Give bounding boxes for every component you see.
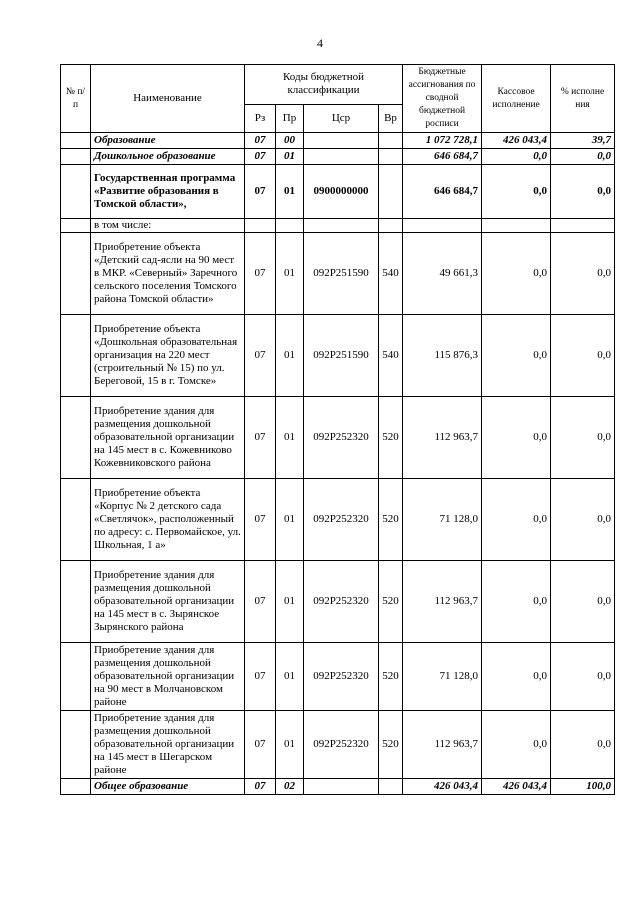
- row-csr: 0900000000: [304, 165, 379, 219]
- row-pct: 0,0: [551, 561, 615, 643]
- row-pr: 01: [276, 149, 304, 165]
- row-name: Государственная программа «Развитие образования в Томской области»,: [91, 165, 245, 219]
- row-pr: 01: [276, 233, 304, 315]
- row-pr: 01: [276, 479, 304, 561]
- row-rz: 07: [245, 149, 276, 165]
- row-vr: 520: [379, 561, 403, 643]
- row-pct: 0,0: [551, 397, 615, 479]
- row-name: Образование: [91, 133, 245, 149]
- header-rz: Рз: [245, 104, 276, 132]
- row-vr: 520: [379, 711, 403, 779]
- row-pct: 0,0: [551, 643, 615, 711]
- table-row: [61, 561, 615, 643]
- header-codes: Коды бюджетной классификации: [245, 65, 403, 105]
- row-rz: 07: [245, 711, 276, 779]
- budget-table: [60, 64, 615, 795]
- table-row: [61, 219, 615, 233]
- row-pct: 39,7: [551, 133, 615, 149]
- row-cash: 0,0: [482, 479, 551, 561]
- table-row: [61, 779, 615, 795]
- row-pct: 100,0: [551, 779, 615, 795]
- header-cash: Кассовое исполнение: [482, 65, 551, 133]
- row-name: в том числе:: [91, 219, 245, 233]
- row-name: Приобретение здания для размещения дошкольной образовательной организации на 90 мест в Молчановском районе: [91, 643, 245, 711]
- row-rz: 07: [245, 643, 276, 711]
- row-csr: [304, 779, 379, 795]
- row-cash: 0,0: [482, 233, 551, 315]
- row-assign: 71 128,0: [403, 643, 482, 711]
- row-name: Приобретение объекта «Детский сад-ясли на 90 мест в МКР. «Северный» Заречного сельского поселения Томского района Томской области»: [91, 233, 245, 315]
- row-assign: 112 963,7: [403, 711, 482, 779]
- row-pr: 01: [276, 711, 304, 779]
- row-vr: [379, 149, 403, 165]
- row-csr: 092P252320: [304, 561, 379, 643]
- row-rz: 07: [245, 165, 276, 219]
- row-name: Приобретение объекта «Корпус № 2 детского сада «Светлячок», расположенный по адресу: с. Первомайское, ул. Школьная, 1 а»: [91, 479, 245, 561]
- table-row: [61, 233, 615, 315]
- table-row: [61, 397, 615, 479]
- table-row: [61, 711, 615, 779]
- row-csr: 092P252320: [304, 711, 379, 779]
- row-assign: 49 661,3: [403, 233, 482, 315]
- row-pr: 01: [276, 561, 304, 643]
- row-pr: 00: [276, 133, 304, 149]
- row-vr: 540: [379, 233, 403, 315]
- header-assign: Бюджетные ассигнования по сводной бюджетной росписи: [403, 65, 482, 133]
- header-pct: % исполне ния: [551, 65, 615, 133]
- row-rz: 07: [245, 561, 276, 643]
- row-csr: 092P252320: [304, 643, 379, 711]
- table-row: [61, 479, 615, 561]
- table-row: [61, 149, 615, 165]
- header-num: № п/п: [61, 65, 91, 133]
- header-csr: Цср: [304, 104, 379, 132]
- row-cash: 0,0: [482, 315, 551, 397]
- row-cash: 0,0: [482, 165, 551, 219]
- table-row: [61, 643, 615, 711]
- row-assign: 112 963,7: [403, 561, 482, 643]
- row-name: Приобретение объекта «Дошкольная образовательная организация на 220 мест (строительный № 15) по ул. Береговой, 15 в г. Томске»: [91, 315, 245, 397]
- row-csr: [304, 133, 379, 149]
- row-rz: 07: [245, 397, 276, 479]
- row-pct: 0,0: [551, 315, 615, 397]
- row-cash: 0,0: [482, 561, 551, 643]
- header-name: Наименование: [91, 65, 245, 133]
- row-vr: 520: [379, 397, 403, 479]
- row-vr: 540: [379, 315, 403, 397]
- row-assign: 115 876,3: [403, 315, 482, 397]
- row-rz: 07: [245, 233, 276, 315]
- row-vr: 520: [379, 643, 403, 711]
- row-vr: [379, 779, 403, 795]
- row-csr: 092P252320: [304, 397, 379, 479]
- row-csr: 092P251590: [304, 233, 379, 315]
- row-vr: [379, 133, 403, 149]
- page-number: 4: [317, 36, 323, 50]
- row-cash: 0,0: [482, 711, 551, 779]
- row-csr: 092P252320: [304, 479, 379, 561]
- row-assign: 1 072 728,1: [403, 133, 482, 149]
- row-cash: 426 043,4: [482, 133, 551, 149]
- row-rz: 07: [245, 133, 276, 149]
- row-assign: 646 684,7: [403, 165, 482, 219]
- row-cash: 0,0: [482, 397, 551, 479]
- table-row: [61, 315, 615, 397]
- row-csr: 092P251590: [304, 315, 379, 397]
- header-pr: Пр: [276, 104, 304, 132]
- row-pct: 0,0: [551, 711, 615, 779]
- row-name: Приобретение здания для размещения дошкольной образовательной организации на 145 мест в Шегарском районе: [91, 711, 245, 779]
- row-vr: [379, 165, 403, 219]
- row-cash: 426 043,4: [482, 779, 551, 795]
- header-vr: Вр: [379, 104, 403, 132]
- row-cash: 0,0: [482, 149, 551, 165]
- row-cash: 0,0: [482, 643, 551, 711]
- row-pr: 02: [276, 779, 304, 795]
- row-name: Приобретение здания для размещения дошкольной образовательной организации на 145 мест в с. Кожевниково Кожевниковского района: [91, 397, 245, 479]
- row-vr: 520: [379, 479, 403, 561]
- row-rz: 07: [245, 479, 276, 561]
- row-rz: 07: [245, 779, 276, 795]
- row-assign: 426 043,4: [403, 779, 482, 795]
- row-pr: 01: [276, 397, 304, 479]
- row-name: Общее образование: [91, 779, 245, 795]
- row-pct: 0,0: [551, 479, 615, 561]
- row-pct: 0,0: [551, 233, 615, 315]
- row-pr: 01: [276, 165, 304, 219]
- row-csr: [304, 149, 379, 165]
- row-pct: 0,0: [551, 149, 615, 165]
- row-pr: 01: [276, 315, 304, 397]
- table-row: [61, 165, 615, 219]
- table-row: [61, 133, 615, 149]
- row-name: Приобретение здания для размещения дошкольной образовательной организации на 145 мест в с. Зырянское Зырянского района: [91, 561, 245, 643]
- row-pct: 0,0: [551, 165, 615, 219]
- row-assign: 71 128,0: [403, 479, 482, 561]
- row-assign: 112 963,7: [403, 397, 482, 479]
- row-assign: 646 684,7: [403, 149, 482, 165]
- row-pr: 01: [276, 643, 304, 711]
- row-name: Дошкольное образование: [91, 149, 245, 165]
- row-rz: 07: [245, 315, 276, 397]
